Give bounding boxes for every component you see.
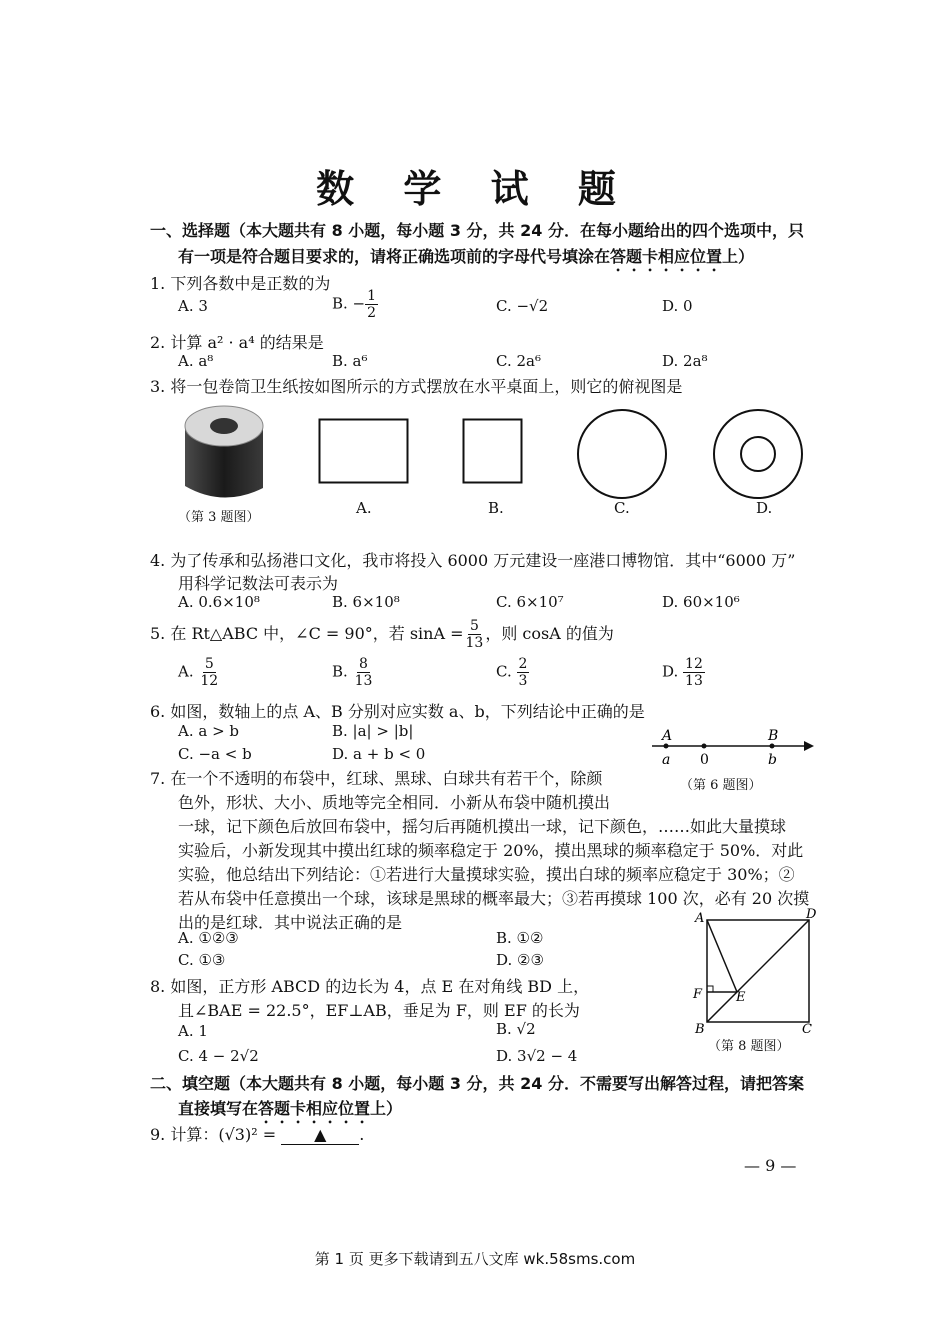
roll-hole bbox=[210, 418, 238, 434]
q7-line1: 7. 在一个不透明的布袋中，红球、黑球、白球共有若干个，除颜 bbox=[150, 769, 603, 788]
footer-download-note: 第 1 页 更多下载请到五八文库 wk.58sms.com bbox=[314, 1250, 636, 1268]
page-title: 数 学 试 题 bbox=[316, 167, 634, 211]
option-d-ring bbox=[712, 408, 804, 500]
q7-option-a: A. ①②③ bbox=[178, 929, 239, 947]
q5-b-label: B. bbox=[332, 662, 348, 681]
section2-line2-end: 上） bbox=[370, 1099, 403, 1118]
diagonal-bd bbox=[707, 920, 809, 1022]
q7-option-c: C. ①③ bbox=[178, 951, 226, 969]
q1-option-a: A. 3 bbox=[178, 297, 208, 315]
square-shape bbox=[464, 420, 522, 483]
ring-outer bbox=[714, 410, 802, 498]
section1-line2-end: 上） bbox=[722, 247, 755, 266]
q1-option-c: C. −√2 bbox=[496, 297, 549, 315]
q4-option-d: D. 60×10⁶ bbox=[662, 593, 740, 611]
q5-option-a bbox=[178, 656, 220, 689]
q8-option-a: A. 1 bbox=[178, 1022, 208, 1040]
section2-line2-text: 直接填写在 bbox=[178, 1099, 259, 1118]
q5-stem-start: 5. 在 Rt△ABC 中，∠C = 90°，若 sinA = bbox=[150, 624, 464, 643]
vertex-A: A bbox=[695, 911, 705, 926]
q1-option-b-fraction bbox=[365, 288, 378, 321]
section1-emphasis: 答题卡相应位置 bbox=[610, 247, 723, 266]
q6-stem: 6. 如图，数轴上的点 A、B 分别对应实数 a、b，下列结论中正确的是 bbox=[150, 702, 645, 721]
q5-option-d bbox=[662, 656, 705, 689]
label-b: b bbox=[768, 752, 777, 768]
q1-stem: 1. 下列各数中是正数的为 bbox=[150, 274, 331, 293]
q3-option-c: C. bbox=[614, 499, 630, 517]
q7-line5: 实验，他总结出下列结论：①若进行大量摸球实验，摸出白球的频率应稳定于 30%；② bbox=[178, 865, 795, 884]
q5-d-denominator: 13 bbox=[685, 673, 703, 689]
option-a-rectangle bbox=[318, 418, 410, 486]
q8-option-b: B. √2 bbox=[496, 1020, 536, 1038]
q5-stem-end: ，则 cosA 的值为 bbox=[485, 624, 614, 643]
q5-d-fraction bbox=[683, 656, 705, 689]
q4-option-c: C. 6×10⁷ bbox=[496, 593, 564, 611]
q6-option-a: A. a > b bbox=[178, 722, 240, 740]
q5-stem-numerator: 5 bbox=[469, 618, 479, 634]
q5-a-fraction bbox=[198, 656, 220, 689]
q5-stem-denominator: 13 bbox=[465, 635, 484, 651]
label-B: B bbox=[768, 728, 779, 744]
q6-option-b: B. |a| > |b| bbox=[332, 722, 414, 740]
q5-c-label: C. bbox=[496, 662, 512, 681]
q8-figure-caption: （第 8 题图） bbox=[708, 1039, 790, 1054]
q3-option-b: B. bbox=[488, 499, 504, 517]
q6-option-c: C. −a < b bbox=[178, 745, 252, 763]
q7-option-d: D. ②③ bbox=[496, 951, 544, 969]
q3-option-d: D. bbox=[756, 499, 773, 517]
q4-line1: 4. 为了传承和弘扬港口文化，我市将投入 6000 万元建设一座港口博物馆．其中“6000 万” bbox=[150, 551, 796, 570]
q4-line2: 用科学记数法可表示为 bbox=[178, 574, 339, 593]
option-c-circle bbox=[576, 408, 668, 500]
q9-end: . bbox=[359, 1125, 365, 1144]
q7-line6: 若从布袋中任意摸出一个球，该球是黑球的概率最大；③若再摸球 100 次，必有 20 次摸 bbox=[178, 889, 810, 908]
rectangle-shape bbox=[320, 420, 408, 483]
q7-line4: 实验后，小新发现其中摸出红球的频率稳定于 20%，摸出黑球的频率稳定于 50%．对此 bbox=[178, 841, 804, 860]
q4-option-b: B. 6×10⁸ bbox=[332, 593, 400, 611]
point-F: F bbox=[693, 987, 703, 1002]
q2-option-c: C. 2a⁶ bbox=[496, 352, 541, 370]
q7-line3: 一球，记下颜色后放回布袋中，摇匀后再随机摸出一球，记下颜色，……如此大量摸球 bbox=[178, 817, 787, 836]
q5-a-denominator: 12 bbox=[200, 673, 219, 689]
section1-line2-text: 有一项是符合题目要求的，请将正确选项前的字母代号填涂在 bbox=[178, 247, 611, 266]
segment-ae bbox=[707, 920, 737, 992]
q5-a-numerator: 5 bbox=[204, 656, 214, 672]
point-a-dot bbox=[664, 744, 669, 749]
q5-stem-fraction bbox=[464, 618, 486, 651]
q5-d-label: D. bbox=[662, 662, 679, 681]
q7-line7: 出的是红球．其中说法正确的是 bbox=[178, 913, 403, 932]
label-a: a bbox=[662, 752, 671, 768]
q9-blank-mark: ▲ bbox=[314, 1125, 327, 1144]
q7-line2: 色外，形状、大小、质地等完全相同．小新从布袋中随机摸出 bbox=[178, 793, 611, 812]
q5-stem bbox=[150, 618, 614, 651]
q1-option-b-label: B. − bbox=[332, 294, 366, 313]
q8-option-c: C. 4 − 2√2 bbox=[178, 1047, 259, 1065]
q5-c-denominator: 3 bbox=[518, 673, 528, 689]
q1-b-numerator: 1 bbox=[367, 288, 377, 304]
q9-answer-blank bbox=[281, 1125, 359, 1145]
q5-b-fraction bbox=[353, 656, 375, 689]
q6-option-d: D. a + b < 0 bbox=[332, 745, 426, 763]
q2-stem: 2. 计算 a² · a⁴ 的结果是 bbox=[150, 333, 324, 352]
vertex-D: D bbox=[806, 907, 817, 922]
q5-option-c bbox=[496, 656, 529, 689]
q9-stem-text: 9. 计算：(√3)² = bbox=[150, 1125, 277, 1144]
q7-option-b: B. ①② bbox=[496, 929, 544, 947]
vertex-C: C bbox=[802, 1022, 812, 1034]
origin-dot bbox=[702, 744, 707, 749]
q5-d-numerator: 12 bbox=[685, 656, 703, 672]
q8-line2: 且∠BAE = 22.5°，EF⊥AB，垂足为 F，则 EF 的长为 bbox=[178, 1001, 580, 1020]
q6-figure-caption: （第 6 题图） bbox=[680, 778, 762, 793]
ring-inner bbox=[741, 437, 775, 471]
toilet-roll-figure bbox=[175, 398, 275, 503]
option-b-square bbox=[462, 418, 524, 486]
vertex-B: B bbox=[695, 1022, 705, 1034]
q5-c-numerator: 2 bbox=[518, 656, 528, 672]
section2-emphasis: 答题卡相应位置 bbox=[258, 1099, 371, 1118]
q5-option-b bbox=[332, 656, 374, 689]
right-angle-mark bbox=[707, 986, 713, 992]
q5-b-numerator: 8 bbox=[359, 656, 368, 672]
q2-option-d: D. 2a⁸ bbox=[662, 352, 708, 370]
q1-b-denominator: 2 bbox=[367, 305, 377, 321]
square-abcd-figure bbox=[690, 904, 820, 1034]
q3-option-a: A. bbox=[356, 499, 372, 517]
number-line-arrow bbox=[804, 741, 814, 751]
q4-option-a: A. 0.6×10⁸ bbox=[178, 593, 260, 611]
section1-line1: 一、选择题（本大题共有 8 小题，每小题 3 分，共 24 分．在每小题给出的四个选项中，只 bbox=[150, 221, 804, 240]
circle-shape bbox=[578, 410, 666, 498]
label-zero: 0 bbox=[700, 752, 709, 768]
q8-line1: 8. 如图，正方形 ABCD 的边长为 4，点 E 在对角线 BD 上， bbox=[150, 977, 590, 996]
label-A: A bbox=[662, 728, 673, 744]
q3-figure-caption: （第 3 题图） bbox=[178, 510, 260, 525]
q5-c-fraction bbox=[517, 656, 530, 689]
number-line-figure bbox=[650, 724, 816, 770]
q2-option-b: B. a⁶ bbox=[332, 352, 368, 370]
q1-option-b bbox=[332, 288, 378, 321]
section2-line1: 二、填空题（本大题共有 8 小题，每小题 3 分，共 24 分．不需要写出解答过程，请把答案 bbox=[150, 1074, 804, 1093]
q5-b-denominator: 13 bbox=[354, 673, 373, 689]
q2-option-a: A. a⁸ bbox=[178, 352, 214, 370]
q3-stem: 3. 将一包卷筒卫生纸按如图所示的方式摆放在水平桌面上，则它的俯视图是 bbox=[150, 377, 683, 396]
point-b-dot bbox=[770, 744, 775, 749]
q1-option-d: D. 0 bbox=[662, 297, 693, 315]
q9-stem bbox=[150, 1122, 364, 1145]
q8-option-d: D. 3√2 − 4 bbox=[496, 1047, 578, 1065]
q5-a-label: A. bbox=[178, 662, 194, 681]
point-E: E bbox=[736, 990, 746, 1005]
page-number: — 9 — bbox=[744, 1156, 797, 1175]
